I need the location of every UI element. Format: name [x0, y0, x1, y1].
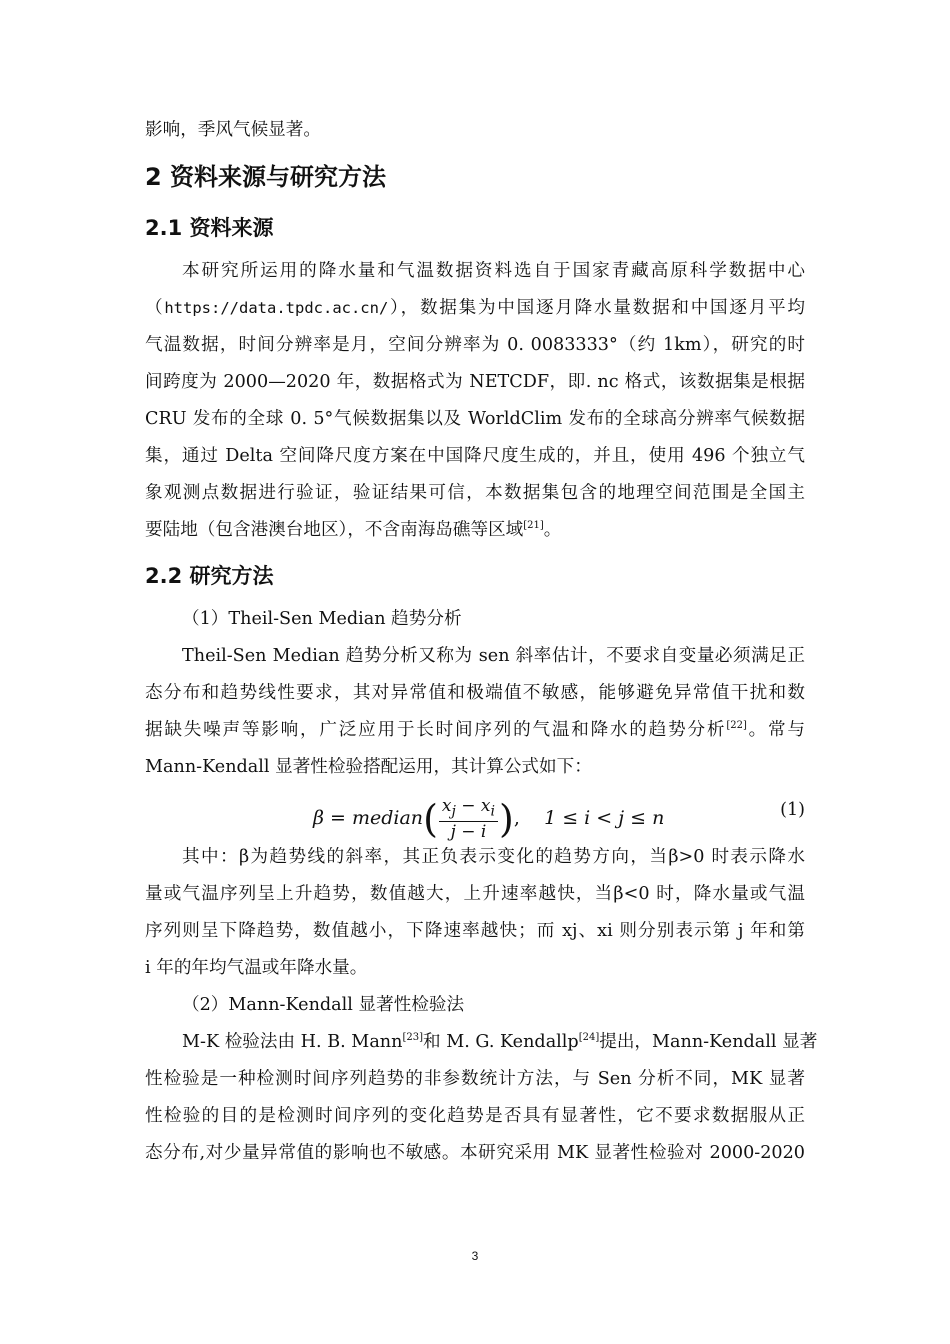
num-x: x [441, 796, 452, 816]
page-number: 3 [471, 1249, 479, 1263]
citation-ref: [21] [523, 520, 544, 531]
citation-ref: [23] [402, 1032, 424, 1043]
paragraph-line: 性检验是一种检测时间序列趋势的非参数统计方法，与 Sen 分析不同，MK 显著 [145, 1069, 805, 1089]
paragraph-line [145, 518, 805, 542]
paragraph-line: 影响，季风气候显著。 [145, 120, 321, 140]
text-span: 据缺失噪声等影响，广泛应用于长时间序列的气温和降水的趋势分析 [145, 720, 727, 740]
num-sub-i: i [490, 803, 496, 820]
paragraph-line: 象观测点数据进行验证，验证结果可信，本数据集包含的地理空间范围是全国主 [145, 483, 805, 503]
paragraph-line: 集，通过 Delta 空间降尺度方案在中国降尺度生成的，并且，使用 496 个独立气 [145, 446, 805, 466]
text-span: M-K 检验法由 H. B. Mann [182, 1032, 403, 1052]
citation-ref: [24] [578, 1032, 600, 1043]
citation-ref: [22] [726, 720, 747, 731]
left-paren: ( [423, 797, 438, 842]
paragraph-line: 态分布和趋势线性要求，其对异常值和极端值不敏感，能够避免异常值干扰和数 [145, 683, 805, 703]
paragraph-line: 性检验的目的是检测时间序列的变化趋势是否具有显著性，它不要求数据服从正 [145, 1106, 805, 1126]
paragraph-line: CRU 发布的全球 0. 5°气候数据集以及 WorldClim 发布的全球高分辨率气候数据 [145, 409, 805, 429]
paragraph-line: 量或气温序列呈上升趋势，数值越大，上升速率越快，当β<0 时，降水量或气温 [145, 884, 805, 904]
paragraph-line: i 年的年均气温或年降水量。 [145, 958, 368, 978]
paragraph-line: 态分布,对少量异常值的影响也不敏感。本研究采用 MK 显著性检验对 2000-2020 [145, 1143, 805, 1163]
paragraph-line: 气温数据，时间分辨率是月，空间分辨率为 0. 0083333°（约 1km），研究的时 [145, 335, 805, 355]
sen-slope-formula [145, 786, 805, 843]
text-span: 要陆地（包含港澳台地区），不含南海岛礁等区域 [145, 520, 524, 540]
formula-condition: 1 ≤ i < j ≤ n [544, 807, 665, 830]
num-minus-x: − x [455, 796, 491, 816]
method-heading: （2）Mann-Kendall 显著性检验法 [182, 995, 465, 1015]
method-heading: （1）Theil-Sen Median 趋势分析 [182, 609, 462, 629]
text-span: ），数据集为中国逐月降水量数据和中国逐月平均 [388, 298, 805, 318]
paragraph-line: 序列则呈下降趋势，数值越小，下降速率越快；而 xj、xi 则分别表示第 j 年和第 [145, 921, 805, 941]
paragraph-line: Mann-Kendall 显著性检验搭配运用，其计算公式如下： [145, 757, 592, 777]
formula-numerator [439, 796, 498, 822]
paragraph-line: 间跨度为 2000—2020 年，数据格式为 NETCDF，即. nc 格式，该数据集是根据 [145, 372, 805, 392]
text-span: 。 [543, 520, 562, 540]
num-sub-j: j [451, 803, 456, 820]
text-span: 。常与 [746, 720, 805, 740]
right-paren: ) [499, 797, 514, 842]
section-heading: 2 资料来源与研究方法 [145, 163, 387, 191]
formula-expression [313, 796, 664, 842]
formula-denominator: j − i [450, 822, 487, 843]
paragraph-line [145, 718, 805, 742]
subsection-heading: 2.1 资料来源 [145, 216, 274, 240]
paragraph-line: 本研究所运用的降水量和气温数据资料选自于国家青藏高原科学数据中心 [182, 261, 805, 281]
paragraph-line [145, 296, 805, 320]
text-span: 提出，Mann-Kendall 显著 [599, 1032, 818, 1052]
equation-number: (1) [780, 800, 805, 820]
text-span: （ [145, 298, 165, 318]
paragraph-line [182, 1030, 818, 1054]
paragraph-line: 其中：β为趋势线的斜率，其正负表示变化的趋势方向，当β>0 时表示降水 [182, 847, 805, 867]
formula-lhs: β = median [313, 807, 424, 830]
formula-fraction [439, 796, 498, 842]
subsection-heading: 2.2 研究方法 [145, 564, 274, 588]
paragraph-line: Theil-Sen Median 趋势分析又称为 sen 斜率估计，不要求自变量必须满足正 [182, 646, 805, 666]
comma: , [513, 807, 545, 830]
source-url[interactable]: https://data.tpdc.ac.cn/ [164, 299, 389, 317]
text-span: 和 M. G. Kendallp [423, 1032, 579, 1052]
